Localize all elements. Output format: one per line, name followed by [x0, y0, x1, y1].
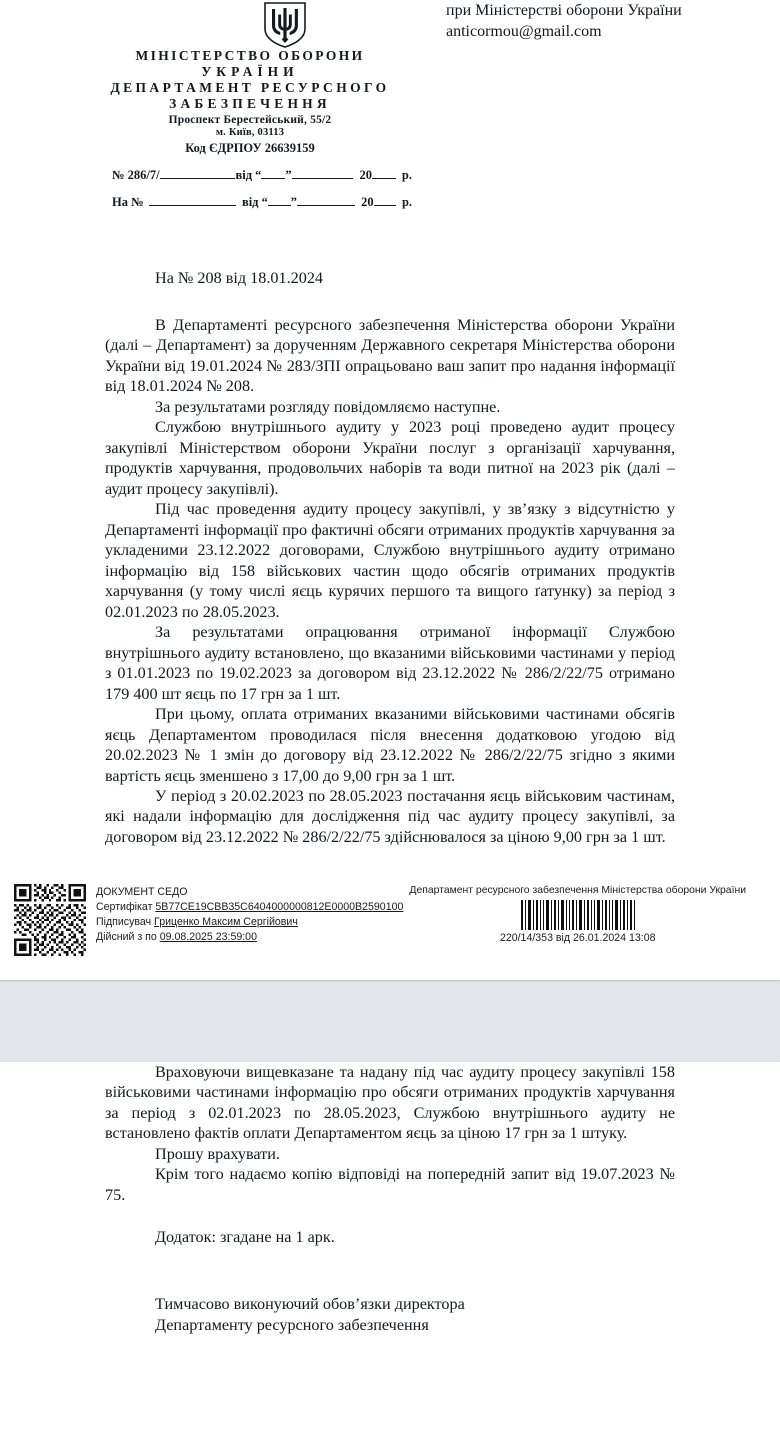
validity-value: 09.08.2025 23:59:00 — [159, 931, 257, 944]
barcode-department-caption: Департамент ресурсного забезпечення Міністерства оборони України — [409, 885, 746, 896]
outgoing-ref-r: р. — [401, 168, 412, 183]
certificate-label: Сертифікат — [96, 901, 153, 914]
paragraph-6: При цьому, оплата отриманих вказаними військовими частинами обсягів яєць Департаментом проводилася після внесення додатковою угодою від 20.02.2023 № 1 змін до договору від 23.12.2022 № 286/2/22/75 згідно з якими вартість яєць зменшено з 17,00 до 9,00 грн за 1 шт. — [105, 705, 675, 785]
org-line-country: УКРАЇНИ — [201, 63, 299, 79]
outgoing-reference-row — [112, 168, 412, 183]
outgoing-ref-prefix: № 286/7/ — [112, 168, 160, 183]
paragraph-7: У період з 20.02.2023 по 28.05.2023 постачання яєць військовим частинам, які надали інформацію для дослідження під час аудиту процесу закупівлі, за договором від 23.12.2022 № 286/2/22/75 здійснювалося за ціною 9,00 грн за 1 шт. — [105, 787, 675, 846]
addressee-line-1: при Міністерстві оборони України — [446, 2, 682, 19]
signer-title-line-2: Департаменту ресурсного забезпечення — [155, 1315, 429, 1334]
signer-row — [96, 915, 403, 930]
incoming-ref-year-prefix: 20 — [361, 195, 374, 210]
paragraph-5: За результатами опрацювання отриманої інформації Службою внутрішнього аудиту встановлено, що вказаними військовими частинами у період з 01.01.2023 по 19.02.2023 за договором від 23.12.2022 № 286/2/22/75 отримано 179 400 шт яєць по 17 грн за 1 шт. — [105, 623, 675, 703]
outgoing-ref-day-blank[interactable] — [261, 178, 285, 179]
spacer-2 — [105, 1248, 675, 1294]
incoming-ref-prefix: На № — [112, 195, 144, 210]
addressee-email: anticormou@gmail.com — [446, 23, 602, 41]
incoming-ref-year-blank[interactable] — [374, 205, 397, 206]
outgoing-ref-year-blank[interactable] — [372, 178, 396, 179]
incoming-ref-day-blank[interactable] — [268, 205, 291, 206]
sedo-signature-block — [14, 884, 403, 956]
org-line-department: ДЕПАРТАМЕНТ РЕСУРСНОГО — [110, 79, 390, 95]
barcode-registration-label: 220/14/353 від 26.01.2024 13:08 — [499, 932, 656, 944]
outgoing-ref-vid: від “ — [235, 168, 262, 183]
outgoing-ref-year-prefix: 20 — [359, 168, 372, 183]
sedo-title: ДОКУМЕНТ СЕДО — [96, 886, 188, 898]
qr-code — [14, 884, 86, 956]
page-2-body — [105, 1062, 675, 1335]
org-line-department-2: ЗАБЕЗПЕЧЕННЯ — [169, 95, 331, 111]
paragraph-3: Службою внутрішнього аудиту у 2023 році проведено аудит процесу закупівлі Міністерством оборони України послуг з організації харчування, продуктів харчування, продовольчих наборів та води питної на 2023 рік (далі – аудит процесу закупівлі). — [105, 418, 675, 498]
org-line-ministry: МІНІСТЕРСТВО ОБОРОНИ — [135, 48, 365, 63]
electronic-signature-footer — [0, 884, 780, 970]
incoming-ref-vid: від “ — [241, 195, 268, 210]
barcode — [520, 900, 636, 930]
incoming-ref-number-blank[interactable] — [149, 205, 236, 206]
incoming-ref-r: р. — [401, 195, 413, 210]
edrpou-code: Код ЄДРПОУ 26639159 — [185, 140, 315, 155]
page-separator — [0, 980, 780, 994]
paragraph-10: Крім того надаємо копію відповіді на попередній запит від 19.07.2023 № 75. — [105, 1165, 675, 1204]
validity-row — [96, 930, 403, 945]
outgoing-ref-quote: ” — [285, 168, 292, 183]
document-page-2 — [0, 1062, 780, 1443]
address-city: м. Київ, 03113 — [215, 127, 285, 139]
incoming-reference-row — [112, 195, 412, 210]
signer-value: Гриценко Максим Сергійович — [154, 916, 298, 929]
outgoing-ref-month-blank[interactable] — [292, 178, 354, 179]
address-street: Проспект Берестейський, 55/2 — [168, 113, 332, 126]
incoming-ref-month-blank[interactable] — [297, 205, 356, 206]
outgoing-ref-number-blank[interactable] — [160, 178, 236, 179]
reference-fields — [112, 168, 412, 210]
paragraph-4: Під час проведення аудиту процесу закупівлі, у зв’язку з відсутністю у Департаменті інформації про фактичні обсяги отриманих продуктів харчування за укладеними 23.12.2022 договорами, Службою внутрішнього аудиту отримано інформацію від 158 військових частин щодо обсягів отриманих продуктів харчування (у тому числі яєць курячих першого та вищого ґатунку) за період з 02.01.2023 по 28.05.2023. — [105, 500, 675, 621]
ukraine-trident-emblem — [261, 2, 309, 48]
paragraph-9: Прошу врахувати. — [155, 1144, 280, 1163]
incoming-ref-quote: ” — [290, 195, 297, 210]
incoming-reference-line: На № 208 від 18.01.2024 — [155, 269, 324, 288]
organization-block — [50, 48, 450, 155]
paragraph-2: За результатами розгляду повідомляємо наступне. — [155, 397, 501, 416]
signer-title-line-1: Тимчасово виконуючий обов’язки директора — [155, 1294, 465, 1313]
sedo-details — [96, 884, 403, 945]
certificate-value: 5B77CE19CBB35C6404000000812E0000B2590100 — [155, 901, 404, 914]
signer-label: Підписувач — [96, 916, 152, 929]
signer-title-block — [105, 1294, 675, 1335]
attachment-line: Додаток: згадане на 1 арк. — [155, 1228, 335, 1247]
paragraph-1: В Департаменті ресурсного забезпечення Міністерства оборони України (далі – Департамент) за дорученням Державного секретаря Міністерства оборони України від 19.01.2024 № 283/ЗПІ опрацьовано ваш запит про надання інформації від 18.01.2024 № 208. — [105, 315, 675, 396]
spacer — [105, 1205, 675, 1227]
emblem-container — [0, 2, 780, 48]
paragraph-8: Враховуючи вищевказане та надану під час аудиту процесу закупівлі 158 військовими частинами інформацію про обсяги отриманих продуктів харчування за період з 02.01.2023 по 28.05.2023, Службою внутрішнього аудиту не встановлено фактів оплати Департаментом яєць за ціною 17 грн за 1 штуку. — [105, 1063, 675, 1143]
certificate-row — [96, 900, 403, 915]
barcode-block — [409, 884, 766, 944]
validity-label: Дійсний з по — [96, 931, 157, 944]
letterhead — [0, 0, 780, 210]
page-1-body — [105, 268, 675, 847]
